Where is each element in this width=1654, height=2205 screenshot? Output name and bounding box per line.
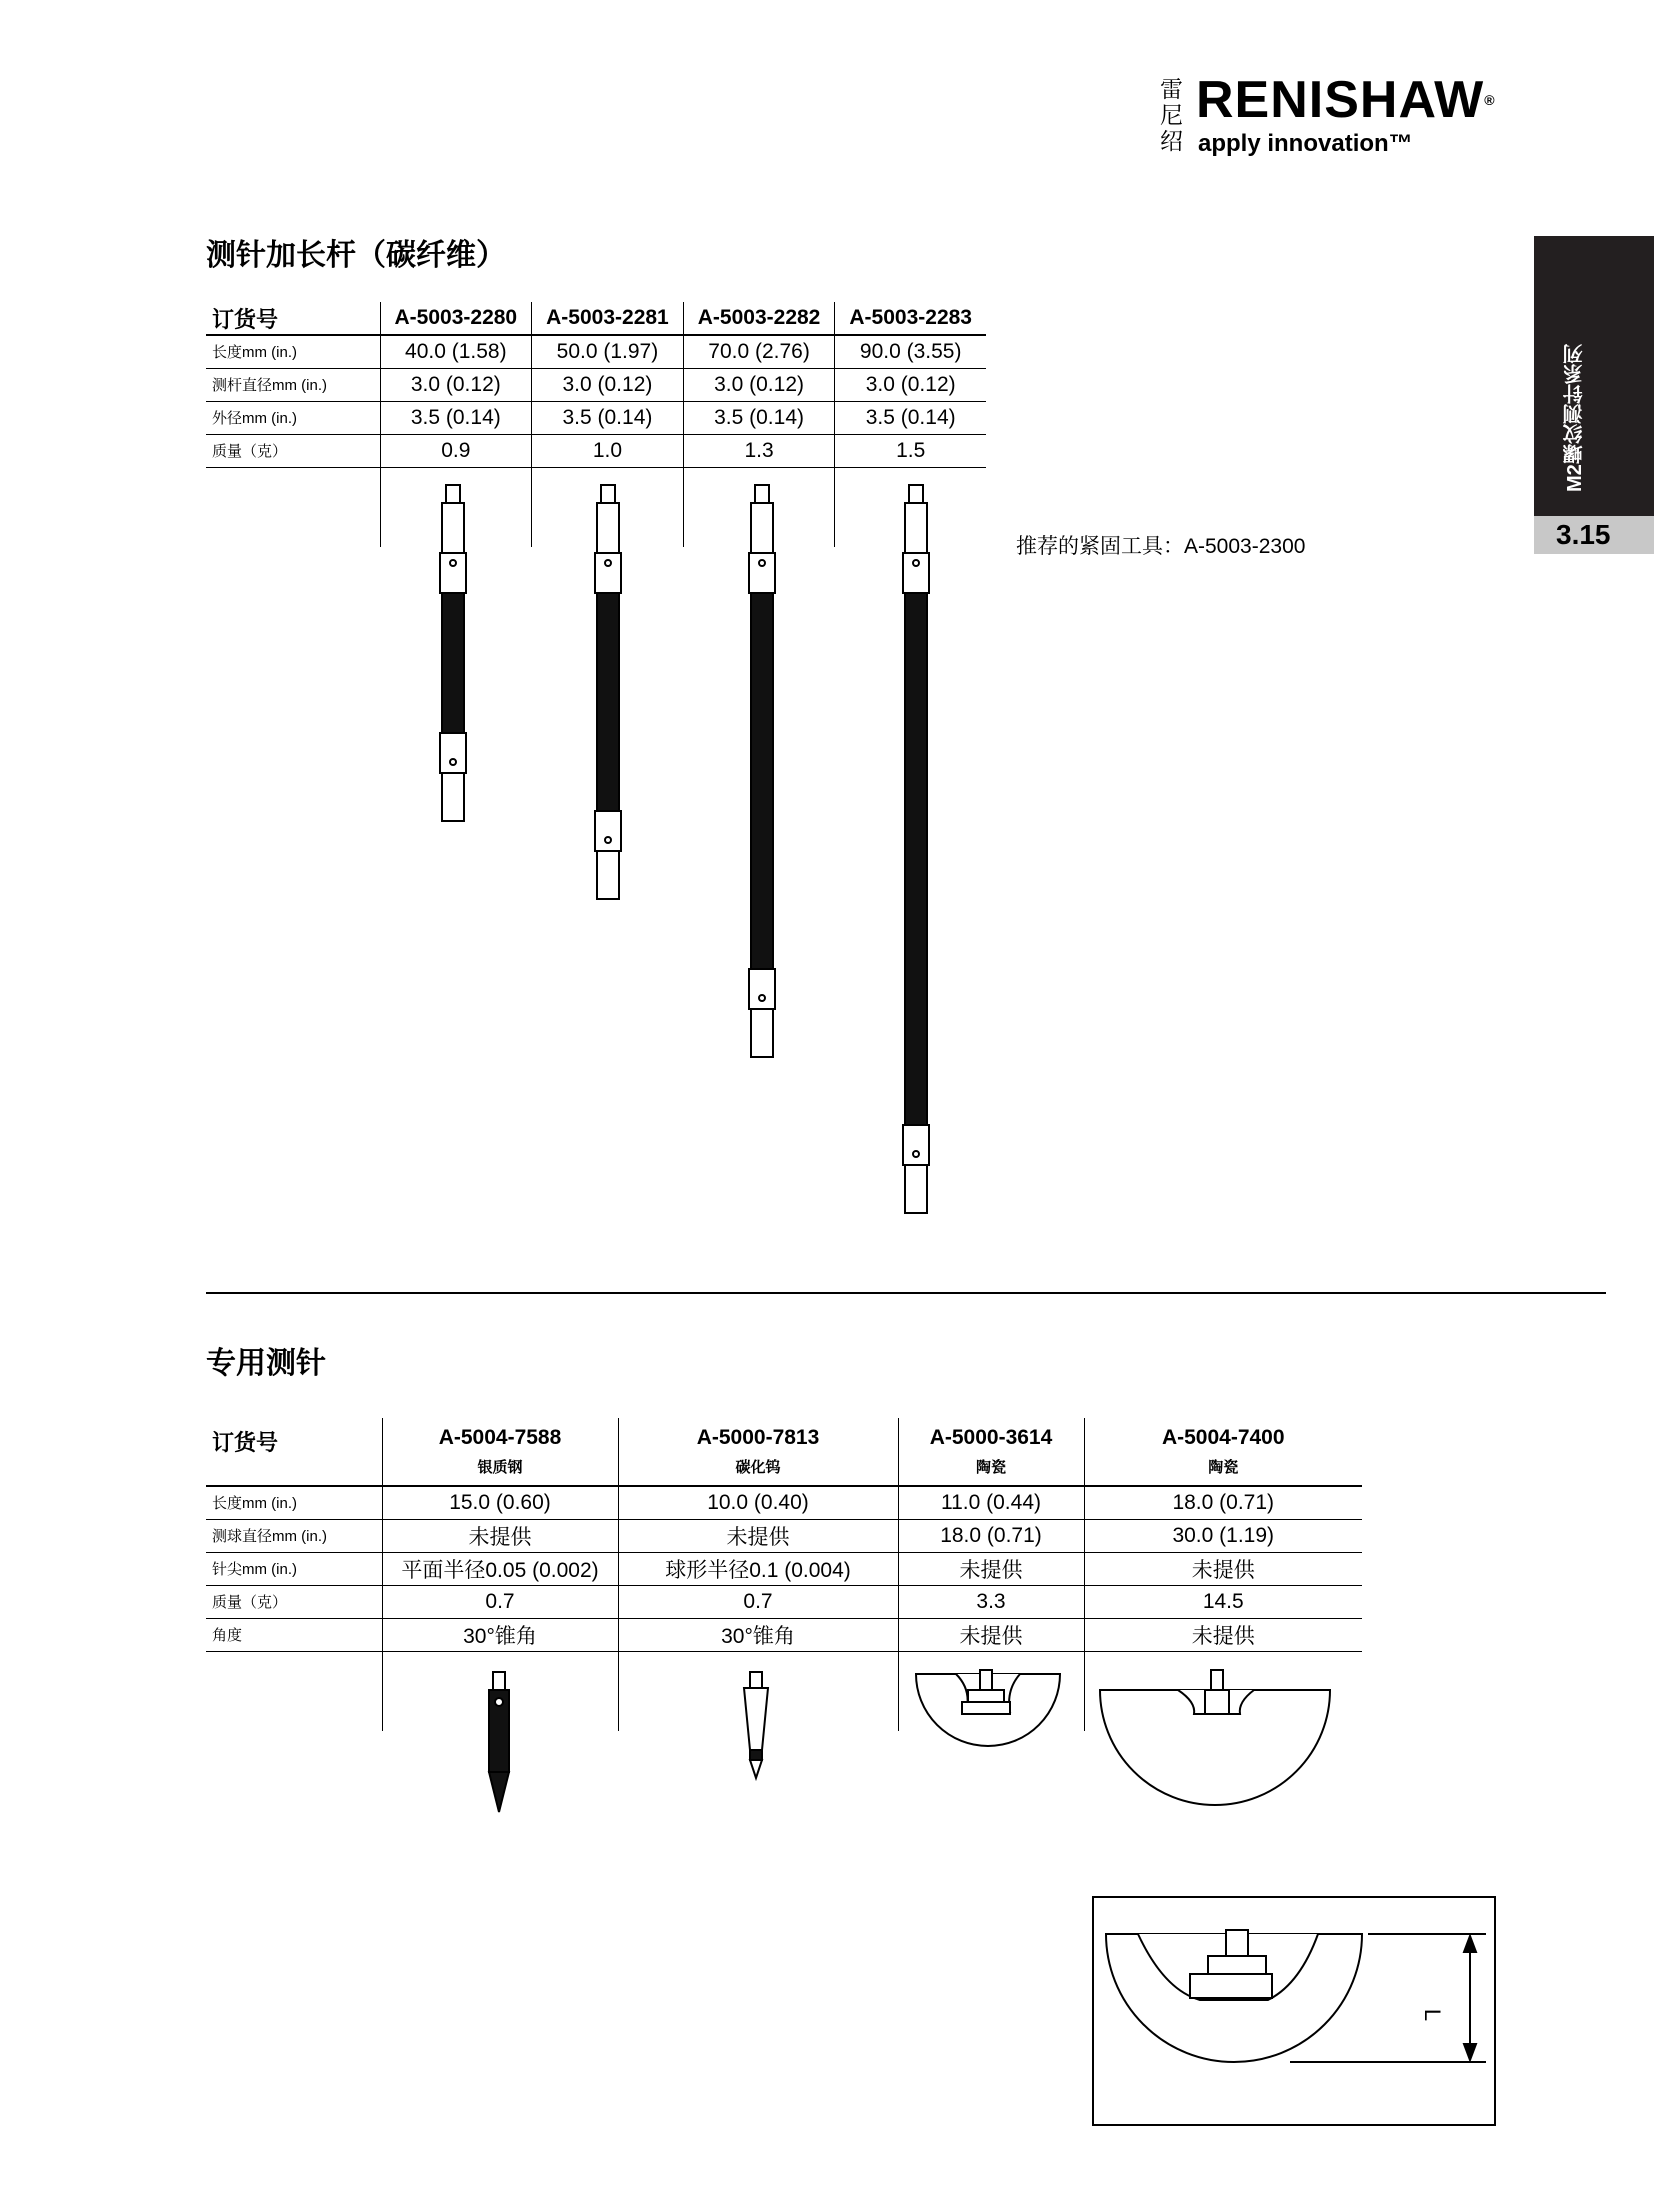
- column-header: A-5003-2281: [532, 302, 684, 335]
- row-label: 长度mm (in.): [206, 335, 380, 368]
- side-tab-label: M2螺纹测针系列: [1564, 344, 1586, 492]
- column-header: A-5003-2280: [380, 302, 532, 335]
- table-cell: 球形半径0.1 (0.004): [618, 1552, 898, 1585]
- table-cell: 3.5 (0.14): [532, 401, 684, 434]
- order-number-label: 订货号: [206, 1418, 382, 1486]
- column-header: A-5003-2282: [683, 302, 835, 335]
- table-cell: 1.0: [532, 434, 684, 467]
- table-cell: 70.0 (2.76): [683, 335, 835, 368]
- table-cell: 0.7: [618, 1585, 898, 1618]
- table-cell: 平面半径0.05 (0.002): [382, 1552, 618, 1585]
- column-header: A-5003-2283: [835, 302, 986, 335]
- table-cell: 0.9: [380, 434, 532, 467]
- table-cell: 40.0 (1.58): [380, 335, 532, 368]
- row-label: 测球直径mm (in.): [206, 1519, 382, 1552]
- table-cell: 未提供: [1084, 1552, 1362, 1585]
- table-cell: 1.3: [683, 434, 835, 467]
- logo-brand-text: RENISHAW: [1196, 71, 1485, 129]
- table-cell: 3.5 (0.14): [683, 401, 835, 434]
- column-code: A-5004-7400: [1161, 1426, 1285, 1449]
- page-number: 3.15: [1534, 516, 1654, 554]
- recommended-tool-note: 推荐的紧固工具：A-5003-2300: [1016, 535, 1306, 558]
- row-label: 长度mm (in.): [206, 1486, 382, 1519]
- order-number-label: 订货号: [206, 302, 380, 335]
- table-cell: 30.0 (1.19): [1084, 1519, 1362, 1552]
- table-cell: 未提供: [898, 1552, 1084, 1585]
- table-cell: 3.0 (0.12): [380, 368, 532, 401]
- logo-registered-mark: ®: [1484, 92, 1496, 108]
- table-cell: 18.0 (0.71): [1084, 1486, 1362, 1519]
- row-label: 测杆直径mm (in.): [206, 368, 380, 401]
- length-dimension-label: L: [1420, 2008, 1446, 2022]
- table-cell: 90.0 (3.55): [835, 335, 986, 368]
- table-cell: 50.0 (1.97): [532, 335, 684, 368]
- table-cell: 14.5: [1084, 1585, 1362, 1618]
- row-label: 质量（克）: [206, 1585, 382, 1618]
- section1-title: 测针加长杆（碳纤维）: [206, 239, 506, 272]
- table-cell: 3.5 (0.14): [380, 401, 532, 434]
- table-cell: 18.0 (0.71): [898, 1519, 1084, 1552]
- table-cell: 3.0 (0.12): [835, 368, 986, 401]
- section2-title: 专用测针: [206, 1347, 326, 1380]
- logo-tagline: apply innovation™: [1198, 130, 1413, 157]
- row-label: 外径mm (in.): [206, 401, 380, 434]
- row-label: 针尖mm (in.): [206, 1552, 382, 1585]
- table-cell: 1.5: [835, 434, 986, 467]
- table-cell: 未提供: [1084, 1618, 1362, 1651]
- table-cell: 30°锥角: [618, 1618, 898, 1651]
- table-cell: 3.0 (0.12): [683, 368, 835, 401]
- column-code: A-5000-7813: [696, 1426, 820, 1449]
- table-cell: 0.7: [382, 1585, 618, 1618]
- table-cell: 10.0 (0.40): [618, 1486, 898, 1519]
- table-cell: 15.0 (0.60): [382, 1486, 618, 1519]
- table-cell: 3.5 (0.14): [835, 401, 986, 434]
- table-cell: 30°锥角: [382, 1618, 618, 1651]
- table-cell: 11.0 (0.44): [898, 1486, 1084, 1519]
- table-cell: 未提供: [618, 1519, 898, 1552]
- column-code: A-5000-3614: [929, 1426, 1053, 1449]
- table-cell: 3.0 (0.12): [532, 368, 684, 401]
- table-cell: 未提供: [898, 1618, 1084, 1651]
- column-material: 银质钢: [477, 1459, 523, 1476]
- column-material: 碳化钨: [735, 1459, 781, 1476]
- table-cell: 3.3: [898, 1585, 1084, 1618]
- column-material: 陶瓷: [975, 1459, 1006, 1476]
- table-cell: 未提供: [382, 1519, 618, 1552]
- row-label: 角度: [206, 1618, 382, 1651]
- column-material: 陶瓷: [1208, 1459, 1239, 1476]
- logo-chinese-name: 雷尼绍: [1160, 76, 1183, 154]
- row-label: 质量（克）: [206, 434, 380, 467]
- column-code: A-5004-7588: [438, 1426, 562, 1449]
